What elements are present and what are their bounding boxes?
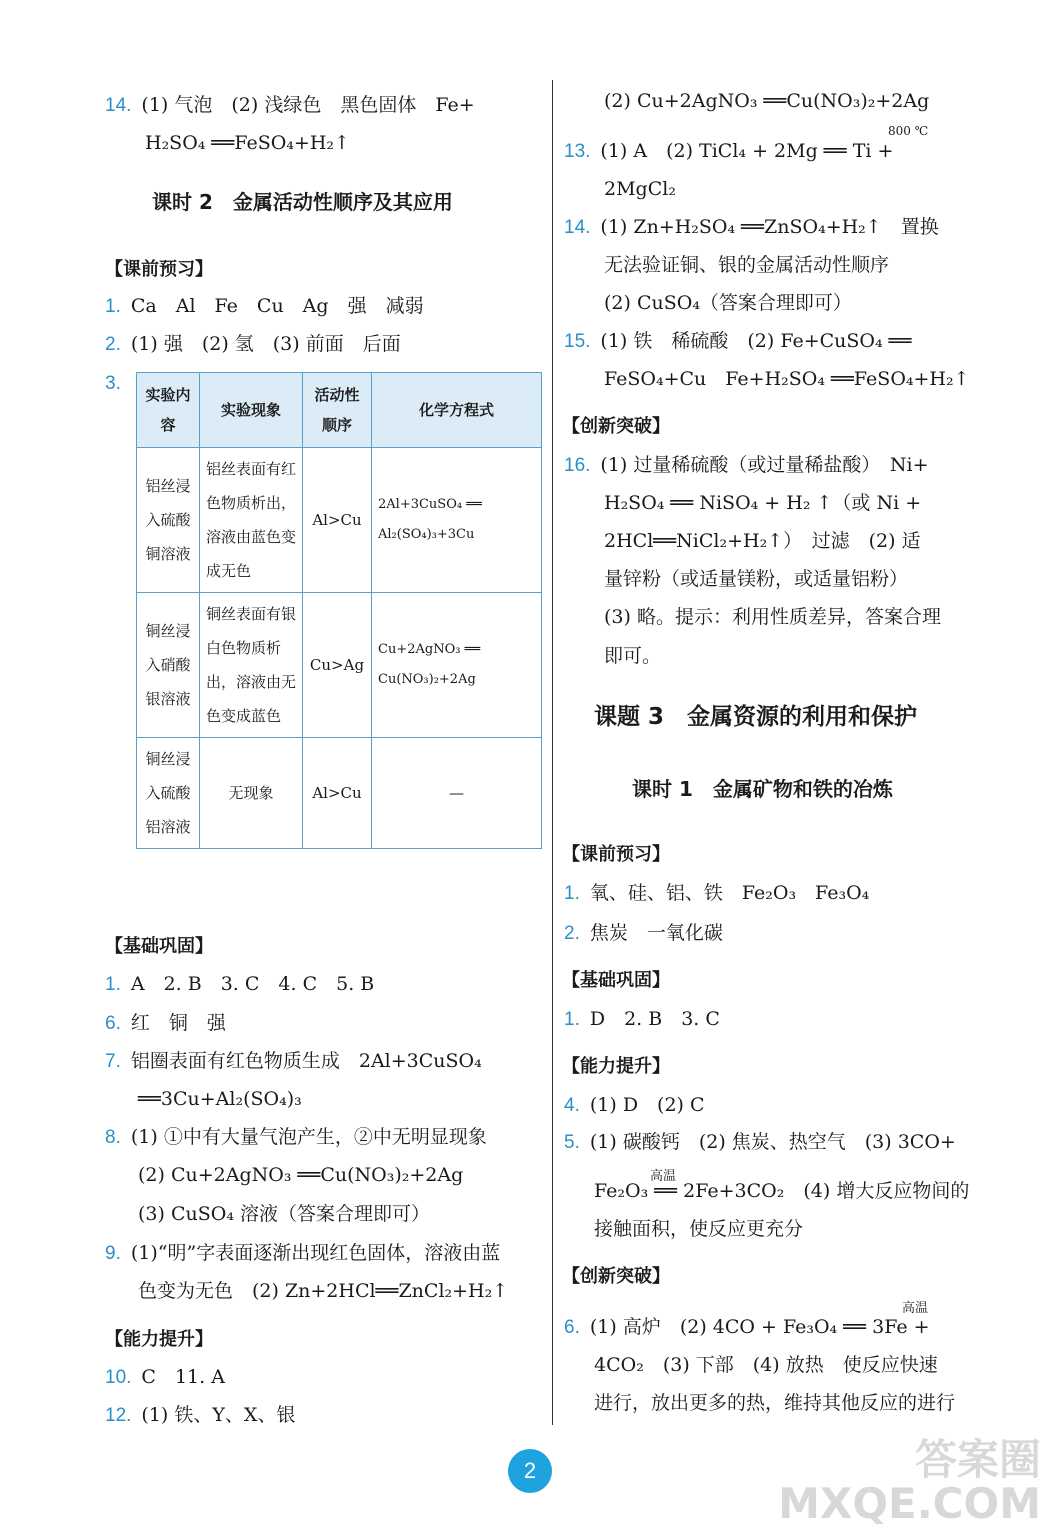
answer-15: 15. (1) 铁 稀硫酸 (2) Fe+CuSO₄ ══ [564, 330, 912, 352]
preview-2: 2. (1) 强 (2) 氢 (3) 前面 后面 [105, 333, 401, 355]
header-order: 活动性顺序 [303, 373, 372, 448]
answer-14: 14. (1) 气泡 (2) 浅绿色 黑色固体 Fe+ [105, 94, 475, 116]
answer-14-right-3: (2) CuSO₄（答案合理即可） [604, 292, 852, 314]
cell-content: 铜丝浸入硫酸铝溶液 [137, 738, 200, 849]
basic-9-cont: 色变为无色 (2) Zn+2HCl══ZnCl₂+H₂↑ [138, 1280, 509, 1302]
basic-7-cont: ══3Cu+Al₂(SO₄)₃ [138, 1088, 302, 1110]
cell-equation: — [372, 738, 542, 849]
basic-1-5: 1. A 2. B 3. C 4. C 5. B [105, 973, 375, 995]
table-row [137, 448, 542, 593]
answer-16-2: H₂SO₄ ══ NiSO₄ + H₂ ↑（或 Ni + [604, 492, 922, 514]
ability-right-5-2: Fe₂O₃ ══ 2Fe+3CO₂ (4) 增大反应物间的 [594, 1180, 970, 1202]
basic-8-3: (3) CuSO₄ 溶液（答案合理即可） [138, 1203, 430, 1225]
answer-14-right: 14. (1) Zn+H₂SO₄ ══ZnSO₄+H₂↑ 置换 [564, 216, 939, 238]
table-header-row [137, 373, 542, 448]
basic-8: 8. (1) ①中有大量气泡产生，②中无明显现象 [105, 1126, 487, 1148]
header-content: 实验内容 [137, 373, 200, 448]
section-preview: 【课前预习】 [105, 259, 213, 280]
header-equation: 化学方程式 [372, 373, 542, 448]
column-divider [552, 80, 553, 1425]
ability-right-4: 4. (1) D (2) C [564, 1094, 705, 1116]
preview-right-2: 2. 焦炭 一氧化碳 [564, 922, 723, 944]
section-innovation-right: 【创新突破】 [562, 1266, 670, 1287]
lesson-1-title: 课时 1 金属矿物和铁的冶炼 [632, 777, 893, 801]
cell-phenomenon: 铝丝表面有红色物质析出，溶液由蓝色变成无色 [200, 448, 303, 593]
section-preview-right: 【课前预习】 [562, 844, 670, 865]
condition-800c: 800 ℃ [888, 124, 929, 138]
cell-order: Al>Cu [303, 738, 372, 849]
cell-order: Cu>Ag [303, 593, 372, 738]
cell-order: Al>Cu [303, 448, 372, 593]
ability-right-5-3: 接触面积，使反应更充分 [594, 1218, 804, 1240]
watermark-logo: 答案圈 MXQE.COM [778, 1435, 1041, 1528]
cell-equation: Cu+2AgNO₃ ══ Cu(NO₃)₂+2Ag [372, 593, 542, 738]
section-basic-right: 【基础巩固】 [562, 970, 670, 991]
answer-16-4: 量锌粉（或适量镁粉，或适量铝粉） [604, 568, 909, 590]
section-ability-right: 【能力提升】 [562, 1056, 670, 1077]
cell-phenomenon: 铜丝表面有银白色物质析出，溶液由无色变成蓝色 [200, 593, 303, 738]
answer-16: 16. (1) 过量稀硫酸（或过量稀盐酸） Ni+ [564, 454, 929, 476]
innovation-6-3: 进行，放出更多的热，维持其他反应的进行 [594, 1392, 956, 1414]
table-row [137, 738, 542, 849]
basic-6: 6. 红 铜 强 [105, 1012, 226, 1034]
answer-16-3: 2HCl══NiCl₂+H₂↑） 过滤 (2) 适 [604, 530, 921, 552]
condition-high-temp-1: 高温 [650, 1169, 677, 1184]
innovation-6: 6. (1) 高炉 (2) 4CO + Fe₃O₄ ══ 3Fe + [564, 1316, 930, 1338]
preview-3-num: 3. [105, 373, 121, 394]
answer-16-6: 即可。 [604, 645, 662, 667]
section-basic: 【基础巩固】 [105, 936, 213, 957]
basic-right-1-3: 1. D 2. B 3. C [564, 1008, 720, 1030]
answer-13: 13. (1) A (2) TiCl₄ + 2Mg ══ Ti + [564, 140, 894, 162]
section-ability: 【能力提升】 [105, 1329, 213, 1350]
basic-9: 9. (1)“明”字表面逐渐出现红色固体，溶液由蓝 [105, 1242, 501, 1264]
answer-16-5: (3) 略。提示：利用性质差异，答案合理 [604, 606, 941, 628]
header-phenomenon: 实验现象 [200, 373, 303, 448]
topic-3-title: 课题 3 金属资源的利用和保护 [594, 704, 918, 730]
page-number: 2 [508, 1449, 552, 1493]
basic-7: 7. 铝圈表面有红色物质生成 2Al+3CuSO₄ [105, 1050, 482, 1072]
cell-content: 铝丝浸入硫酸铜溶液 [137, 448, 200, 593]
basic-8-2: (2) Cu+2AgNO₃ ══Cu(NO₃)₂+2Ag [138, 1164, 464, 1186]
table-row [137, 593, 542, 738]
innovation-6-2: 4CO₂ (3) 下部 (4) 放热 使反应快速 [594, 1354, 938, 1376]
answer-14-right-2: 无法验证铜、银的金属活动性顺序 [604, 254, 890, 276]
cell-equation: 2Al+3CuSO₄ ══ Al₂(SO₄)₃+3Cu [372, 448, 542, 593]
experiment-table [136, 372, 542, 849]
cell-content: 铜丝浸入硝酸银溶液 [137, 593, 200, 738]
condition-high-temp-2: 高温 [902, 1301, 929, 1316]
section-innovation: 【创新突破】 [562, 416, 670, 437]
answer-12-2: (2) Cu+2AgNO₃ ══Cu(NO₃)₂+2Ag [604, 90, 930, 112]
cell-phenomenon: 无现象 [200, 738, 303, 849]
preview-right-1: 1. 氧、硅、铝、铁 Fe₂O₃ Fe₃O₄ [564, 882, 870, 904]
answer-13-cont: 2MgCl₂ [604, 178, 676, 200]
ability-right-5: 5. (1) 碳酸钙 (2) 焦炭、热空气 (3) 3CO+ [564, 1131, 956, 1153]
answer-15-cont: FeSO₄+Cu Fe+H₂SO₄ ══FeSO₄+H₂↑ [604, 368, 970, 390]
ability-10-11: 10. C 11. A [105, 1366, 225, 1388]
lesson-2-title: 课时 2 金属活动性顺序及其应用 [152, 190, 453, 214]
ability-12: 12. (1) 铁、Y、X、银 [105, 1404, 296, 1426]
answer-14-cont: H₂SO₄ ══FeSO₄+H₂↑ [145, 132, 350, 154]
preview-1: 1. Ca Al Fe Cu Ag 强 减弱 [105, 295, 424, 317]
